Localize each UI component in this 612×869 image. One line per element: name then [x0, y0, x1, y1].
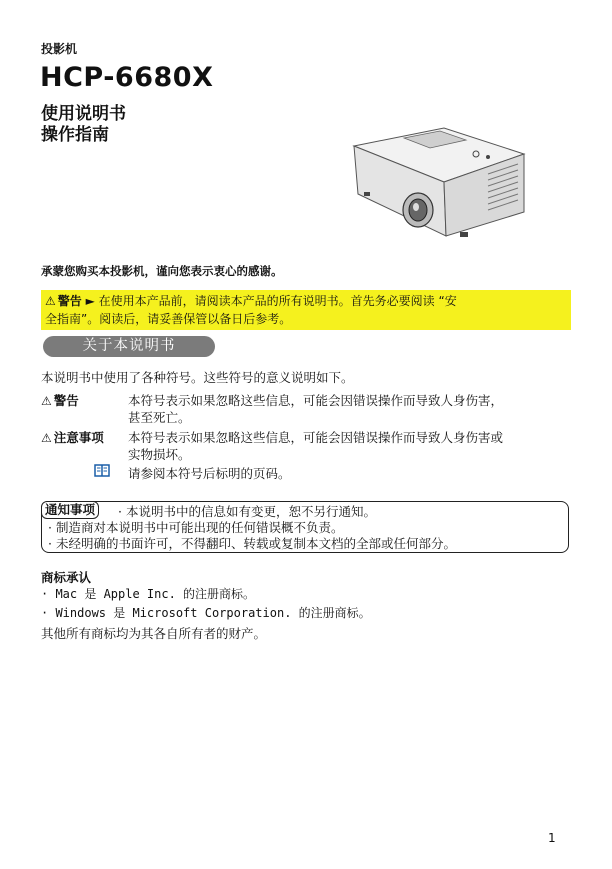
- warning-text-1: 在使用本产品前，请阅读本产品的所有说明书。首先务必要阅读 “安: [98, 294, 457, 308]
- document-title: [41, 104, 126, 146]
- symbol-warning-row: [41, 392, 581, 426]
- warning-triangle-icon: ⚠: [41, 394, 52, 408]
- trademark-item-mac: · Mac 是 Apple Inc. 的注册商标。: [41, 587, 256, 601]
- notice-line-2: · 制造商对本说明书中可能出现的任何错误概不负责。: [48, 520, 344, 535]
- section-heading: 关于本说明书: [43, 336, 215, 357]
- symbol-warning-label: ⚠ 警告: [41, 393, 79, 408]
- warning-triangle-icon: ⚠: [41, 431, 52, 445]
- projector-image: [348, 124, 526, 264]
- trademark-item-windows: · Windows 是 Microsoft Corporation. 的注册商标。: [41, 606, 371, 620]
- book-symbol-text: 请参阅本符号后标明的页码。: [128, 466, 291, 481]
- safety-warning-box: [41, 290, 571, 330]
- model-name: HCP-6680X: [40, 62, 214, 93]
- warning-label: 警告: [57, 294, 82, 308]
- book-icon: [94, 464, 110, 477]
- symbol-warning-text: 本符号表示如果忽略这些信息，可能会因错误操作而导致人身伤害， 甚至死亡。: [128, 393, 504, 425]
- thanks-message: 承蒙您购买本投影机，谨向您表示衷心的感谢。: [41, 264, 283, 278]
- warning-triangle-icon: ⚠: [45, 294, 56, 308]
- warning-line-1: [45, 292, 567, 310]
- title-line-2: 操作指南: [41, 125, 109, 145]
- section-intro: 本说明书中使用了各种符号。这些符号的意义说明如下。: [41, 370, 354, 385]
- warning-text-2: 全指南”。阅读后，请妥善保管以备日后参考。: [45, 312, 292, 326]
- notice-line-1: · 本说明书中的信息如有变更，恕不另行通知。: [118, 504, 376, 519]
- symbol-caution-row: [41, 429, 581, 463]
- symbol-caution-label: ⚠ 注意事项: [41, 430, 104, 445]
- trademark-heading: 商标承认: [41, 570, 92, 585]
- notice-line-3: · 未经明确的书面许可，不得翻印、转载或复制本文档的全部或任何部分。: [48, 536, 456, 551]
- symbol-caution-text: 本符号表示如果忽略这些信息，可能会因错误操作而导致人身伤害或 实物损坏。: [128, 430, 504, 462]
- notice-box: [41, 501, 569, 553]
- arrow-icon: ►: [85, 294, 95, 308]
- document-category: 投影机: [41, 42, 78, 56]
- notice-label: 通知事项: [41, 501, 99, 519]
- title-line-1: 使用说明书: [41, 104, 126, 124]
- page-number: 1: [548, 831, 556, 845]
- trademark-footer: 其他所有商标均为其各自所有者的财产。: [41, 626, 267, 641]
